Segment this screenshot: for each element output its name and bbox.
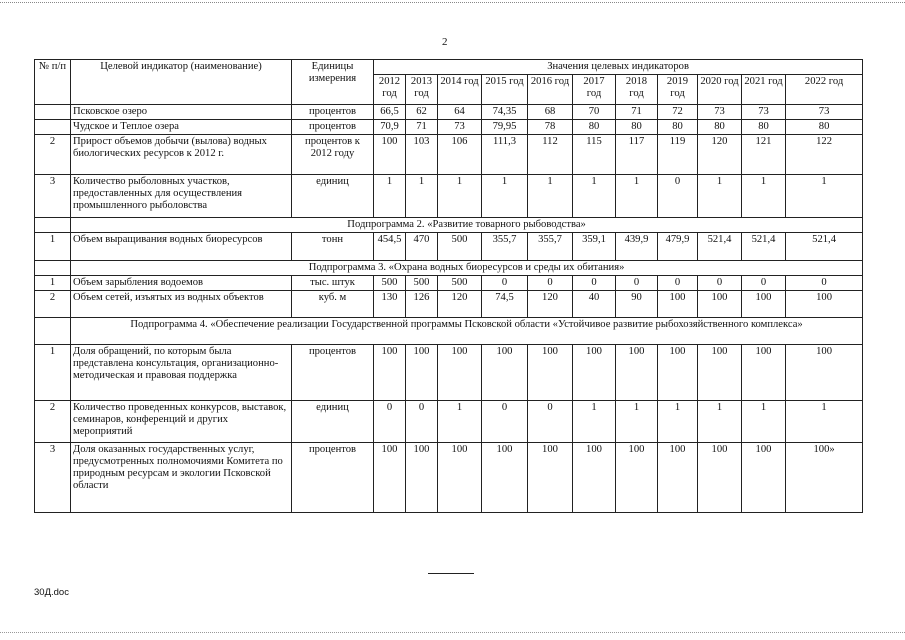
header-col-number: № п/п (35, 60, 71, 105)
header-year: 2012 год (374, 75, 406, 105)
indicator-units: процентов (292, 120, 374, 135)
indicator-value: 1 (698, 175, 742, 218)
indicator-value: 80 (616, 120, 658, 135)
header-row-top (35, 60, 863, 75)
indicator-units: тыс. штук (292, 276, 374, 291)
indicator-value: 100 (658, 443, 698, 513)
indicator-value: 73 (438, 120, 482, 135)
indicator-value: 0 (374, 401, 406, 443)
indicator-units: единиц (292, 175, 374, 218)
indicator-value: 100 (573, 443, 616, 513)
indicator-value: 66,5 (374, 105, 406, 120)
indicator-value: 100 (742, 345, 786, 401)
indicator-value: 0 (616, 276, 658, 291)
indicator-value: 470 (406, 233, 438, 261)
table-row (35, 120, 863, 135)
row-number: 3 (35, 443, 71, 513)
indicator-value: 100 (528, 345, 573, 401)
table-row (35, 276, 863, 291)
indicator-value: 100 (658, 291, 698, 318)
indicator-value: 521,4 (742, 233, 786, 261)
table-row (35, 175, 863, 218)
table-row (35, 443, 863, 513)
indicator-value: 100 (742, 291, 786, 318)
subprogram-number-cell (35, 261, 71, 276)
footer-separator (428, 573, 474, 574)
page-number: 2 (442, 36, 448, 48)
indicator-units: процентов (292, 345, 374, 401)
indicator-value: 80 (786, 120, 863, 135)
indicator-value: 1 (573, 401, 616, 443)
indicator-name: Псковское озеро (71, 105, 292, 120)
subprogram-row (35, 218, 863, 233)
indicator-value: 0 (528, 401, 573, 443)
indicator-name: Количество проведенных конкурсов, выставок, семинаров, конференций и других мероприятий (71, 401, 292, 443)
indicator-value: 454,5 (374, 233, 406, 261)
row-number: 2 (35, 401, 71, 443)
table-row (35, 233, 863, 261)
header-col-name: Целевой индикатор (наименование) (71, 60, 292, 105)
indicator-value: 78 (528, 120, 573, 135)
indicator-value: 100 (374, 345, 406, 401)
indicator-value: 122 (786, 135, 863, 175)
indicator-value: 72 (658, 105, 698, 120)
indicator-name: Доля оказанных государственных услуг, предусмотренных полномочиями Комитета по природным ресурсам и экологии Псковской области (71, 443, 292, 513)
indicator-value: 1 (438, 401, 482, 443)
indicator-value: 100 (438, 345, 482, 401)
subprogram-row (35, 261, 863, 276)
subprogram-title: Подпрограмма 2. «Развитие товарного рыбоводства» (71, 218, 863, 233)
indicator-value: 500 (374, 276, 406, 291)
indicator-value: 111,3 (482, 135, 528, 175)
indicator-value: 70 (573, 105, 616, 120)
indicator-value: 40 (573, 291, 616, 318)
indicator-value: 1 (438, 175, 482, 218)
indicator-value: 90 (616, 291, 658, 318)
indicator-value: 120 (528, 291, 573, 318)
subprogram-title: Подпрограмма 3. «Охрана водных биоресурсов и среды их обитания» (71, 261, 863, 276)
indicator-value: 0 (786, 276, 863, 291)
indicator-value: 100 (374, 135, 406, 175)
indicator-units: процентов (292, 105, 374, 120)
indicator-value: 500 (438, 233, 482, 261)
indicator-value: 1 (786, 175, 863, 218)
indicator-value: 0 (698, 276, 742, 291)
indicator-value: 130 (374, 291, 406, 318)
indicator-value: 1 (573, 175, 616, 218)
footer-filename: 30Д.doc (34, 587, 69, 598)
table-row (35, 135, 863, 175)
row-number: 3 (35, 175, 71, 218)
table-row (35, 291, 863, 318)
indicator-value: 106 (438, 135, 482, 175)
indicator-value: 0 (658, 175, 698, 218)
indicator-name: Чудское и Теплое озера (71, 120, 292, 135)
indicator-value: 100 (616, 443, 658, 513)
indicator-value: 119 (658, 135, 698, 175)
indicator-value: 0 (482, 276, 528, 291)
indicator-value: 0 (482, 401, 528, 443)
header-year: 2013 год (406, 75, 438, 105)
indicator-units: тонн (292, 233, 374, 261)
indicator-value: 100» (786, 443, 863, 513)
indicator-value: 355,7 (482, 233, 528, 261)
indicator-value: 74,5 (482, 291, 528, 318)
indicator-value: 0 (658, 276, 698, 291)
indicator-value: 100 (374, 443, 406, 513)
indicator-value: 1 (742, 401, 786, 443)
indicator-value: 100 (786, 345, 863, 401)
indicator-value: 79,95 (482, 120, 528, 135)
indicator-value: 1 (658, 401, 698, 443)
indicator-value: 121 (742, 135, 786, 175)
indicator-value: 0 (528, 276, 573, 291)
indicator-value: 100 (528, 443, 573, 513)
indicator-value: 117 (616, 135, 658, 175)
indicator-units: процентов (292, 443, 374, 513)
indicator-value: 100 (482, 345, 528, 401)
indicator-name: Объем зарыбления водоемов (71, 276, 292, 291)
indicator-value: 120 (698, 135, 742, 175)
indicator-name: Прирост объемов добычи (вылова) водных биологических ресурсов к 2012 г. (71, 135, 292, 175)
table-row (35, 401, 863, 443)
header-col-values: Значения целевых индикаторов (374, 60, 863, 75)
indicator-value: 0 (573, 276, 616, 291)
header-year: 2016 год (528, 75, 573, 105)
indicator-units: куб. м (292, 291, 374, 318)
subprogram-title: Подпрограмма 4. «Обеспечение реализации Государственной программы Псковской области «Устойчивое развитие рыбохозяйственного комплекса» (71, 318, 863, 345)
indicator-value: 100 (616, 345, 658, 401)
indicator-value: 100 (742, 443, 786, 513)
table-row (35, 345, 863, 401)
indicator-value: 80 (573, 120, 616, 135)
header-year: 2019 год (658, 75, 698, 105)
row-number: 2 (35, 135, 71, 175)
header-year: 2017 год (573, 75, 616, 105)
indicator-value: 1 (616, 401, 658, 443)
indicator-value: 100 (406, 345, 438, 401)
indicator-value: 73 (786, 105, 863, 120)
indicator-value: 126 (406, 291, 438, 318)
row-number: 1 (35, 345, 71, 401)
indicator-value: 500 (438, 276, 482, 291)
indicator-value: 521,4 (786, 233, 863, 261)
header-year: 2018 год (616, 75, 658, 105)
indicator-value: 100 (438, 443, 482, 513)
indicator-value: 71 (406, 120, 438, 135)
indicator-value: 100 (406, 443, 438, 513)
indicator-value: 73 (698, 105, 742, 120)
indicator-value: 100 (786, 291, 863, 318)
indicator-value: 71 (616, 105, 658, 120)
indicator-value: 1 (482, 175, 528, 218)
indicator-value: 1 (698, 401, 742, 443)
subprogram-number-cell (35, 318, 71, 345)
indicator-value: 355,7 (528, 233, 573, 261)
header-year: 2015 год (482, 75, 528, 105)
indicator-value: 100 (698, 345, 742, 401)
indicator-value: 115 (573, 135, 616, 175)
row-number: 2 (35, 291, 71, 318)
indicator-value: 100 (573, 345, 616, 401)
indicator-value: 62 (406, 105, 438, 120)
indicator-name: Доля обращений, по которым была представлена консультация, организационно-методическая и правовая поддержка (71, 345, 292, 401)
indicator-value: 80 (658, 120, 698, 135)
indicator-value: 64 (438, 105, 482, 120)
indicator-value: 1 (374, 175, 406, 218)
indicator-value: 500 (406, 276, 438, 291)
page-top-edge (0, 2, 905, 3)
indicator-units: единиц (292, 401, 374, 443)
table-body (35, 105, 863, 513)
indicator-value: 74,35 (482, 105, 528, 120)
indicator-value: 68 (528, 105, 573, 120)
indicator-value: 73 (742, 105, 786, 120)
indicator-value: 479,9 (658, 233, 698, 261)
indicator-value: 80 (742, 120, 786, 135)
indicator-name: Количество рыболовных участков, предоставленных для осуществления промышленного рыболовства (71, 175, 292, 218)
row-number (35, 120, 71, 135)
indicator-value: 112 (528, 135, 573, 175)
table-row (35, 105, 863, 120)
subprogram-row (35, 318, 863, 345)
indicator-name: Объем выращивания водных биоресурсов (71, 233, 292, 261)
row-number: 1 (35, 233, 71, 261)
indicator-value: 0 (406, 401, 438, 443)
page-bottom-edge (0, 632, 905, 633)
row-number (35, 105, 71, 120)
indicator-value: 1 (786, 401, 863, 443)
header-year: 2020 год (698, 75, 742, 105)
header-col-units: Единицы измерения (292, 60, 374, 105)
indicator-value: 120 (438, 291, 482, 318)
indicators-table (34, 59, 863, 513)
row-number: 1 (35, 276, 71, 291)
header-year: 2022 год (786, 75, 863, 105)
indicator-value: 103 (406, 135, 438, 175)
indicator-value: 80 (698, 120, 742, 135)
indicator-value: 70,9 (374, 120, 406, 135)
indicator-value: 1 (528, 175, 573, 218)
header-year: 2014 год (438, 75, 482, 105)
subprogram-number-cell (35, 218, 71, 233)
indicator-value: 1 (742, 175, 786, 218)
indicator-value: 359,1 (573, 233, 616, 261)
indicator-value: 439,9 (616, 233, 658, 261)
indicator-value: 100 (658, 345, 698, 401)
header-year: 2021 год (742, 75, 786, 105)
indicator-value: 1 (616, 175, 658, 218)
indicator-value: 1 (406, 175, 438, 218)
indicator-value: 521,4 (698, 233, 742, 261)
indicator-value: 100 (698, 291, 742, 318)
indicator-value: 0 (742, 276, 786, 291)
indicator-value: 100 (482, 443, 528, 513)
indicator-name: Объем сетей, изъятых из водных объектов (71, 291, 292, 318)
indicator-units: процентов к 2012 году (292, 135, 374, 175)
indicator-value: 100 (698, 443, 742, 513)
